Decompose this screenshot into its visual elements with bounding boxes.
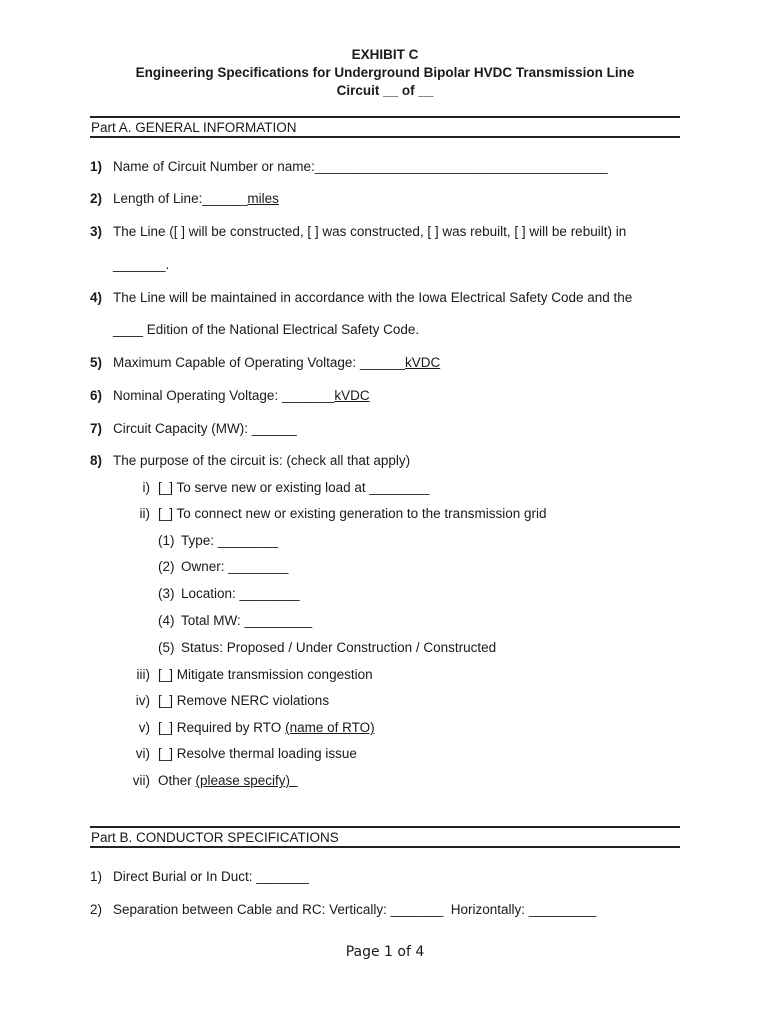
item-number: 1) <box>90 159 103 174</box>
construction-status-text: The Line ([ ] will be constructed, [ ] was constructed, [ ] was rebuilt, [ ] will be rebuilt) in <box>113 224 627 239</box>
purpose-number: ii) <box>139 506 150 521</box>
purpose-thermal-loading: [_] Resolve thermal loading issue <box>158 746 357 761</box>
max-voltage-unit: kVDC <box>404 355 441 370</box>
purpose-serve-load: [_] To serve new or existing load at ________ <box>158 480 430 495</box>
purpose-required-rto-label: [_] Required by RTO <box>158 720 286 735</box>
purpose-number: i) <box>142 480 150 495</box>
divider <box>90 826 680 828</box>
generation-type-field: Type: ________ <box>181 533 278 548</box>
rto-name-placeholder: (name of RTO) <box>285 720 375 735</box>
purpose-number: iv) <box>135 693 150 708</box>
circuit-subtitle: Circuit __ of __ <box>336 83 434 98</box>
generation-total-mw-field: Total MW: _________ <box>181 613 313 628</box>
part-b-title: Part B. CONDUCTOR SPECIFICATIONS <box>91 830 339 845</box>
generation-number: (3) <box>158 586 175 601</box>
circuit-capacity-field: Circuit Capacity (MW): ______ <box>113 421 297 436</box>
construction-status-continuation: _______. <box>113 257 170 272</box>
generation-number: (2) <box>158 559 175 574</box>
purpose-other-label: Other <box>158 773 196 788</box>
other-specify-placeholder: (please specify) <box>195 773 298 788</box>
nominal-voltage-label: Nominal Operating Voltage: _______ <box>113 388 335 403</box>
purpose-number: iii) <box>136 667 150 682</box>
generation-number: (4) <box>158 613 175 628</box>
item-number: 7) <box>90 421 103 436</box>
max-voltage-label: Maximum Capable of Operating Voltage: ______ <box>113 355 405 370</box>
generation-location-field: Location: ________ <box>181 586 300 601</box>
purpose-remove-nerc: [_] Remove NERC violations <box>158 693 330 708</box>
purpose-question: The purpose of the circuit is: (check all that apply) <box>113 453 411 468</box>
line-length-unit: miles <box>247 191 279 206</box>
document-title: Engineering Specifications for Underground Bipolar HVDC Transmission Line <box>135 65 635 80</box>
item-number: 2) <box>90 902 103 917</box>
generation-status-field: Status: Proposed / Under Construction / Constructed <box>181 640 497 655</box>
purpose-number: v) <box>138 720 150 735</box>
safety-code-continuation: ____ Edition of the National Electrical Safety Code. <box>113 322 420 337</box>
divider <box>90 136 680 138</box>
max-voltage-field <box>113 355 440 370</box>
generation-number: (1) <box>158 533 175 548</box>
generation-number: (5) <box>158 640 175 655</box>
divider <box>90 846 680 848</box>
burial-type-field: Direct Burial or In Duct: _______ <box>113 869 309 884</box>
divider <box>90 116 680 118</box>
purpose-other <box>158 773 298 788</box>
part-a-title: Part A. GENERAL INFORMATION <box>91 120 297 135</box>
circuit-name-field: Name of Circuit Number or name:_______________________________________ <box>113 159 608 174</box>
page-number: Page 1 of 4 <box>345 944 425 960</box>
item-number: 5) <box>90 355 103 370</box>
purpose-number: vi) <box>135 746 150 761</box>
safety-code-text: The Line will be maintained in accordance with the Iowa Electrical Safety Code and the <box>113 290 633 305</box>
exhibit-title: EXHIBIT C <box>351 47 419 62</box>
purpose-mitigate-congestion: [_] Mitigate transmission congestion <box>158 667 373 682</box>
item-number: 4) <box>90 290 103 305</box>
item-number: 6) <box>90 388 103 403</box>
item-number: 3) <box>90 224 103 239</box>
nominal-voltage-unit: kVDC <box>334 388 370 403</box>
purpose-required-rto <box>158 720 375 735</box>
item-number: 1) <box>90 869 103 884</box>
item-number: 2) <box>90 191 103 206</box>
separation-field: Separation between Cable and RC: Vertically: _______ Horizontally: _________ <box>113 902 597 917</box>
line-length-field <box>113 191 279 206</box>
line-length-label: Length of Line:______ <box>113 191 248 206</box>
generation-owner-field: Owner: ________ <box>181 559 289 574</box>
nominal-voltage-field <box>113 388 370 403</box>
purpose-connect-generation: [_] To connect new or existing generation to the transmission grid <box>158 506 547 521</box>
item-number: 8) <box>90 453 103 468</box>
purpose-number: vii) <box>132 773 150 788</box>
